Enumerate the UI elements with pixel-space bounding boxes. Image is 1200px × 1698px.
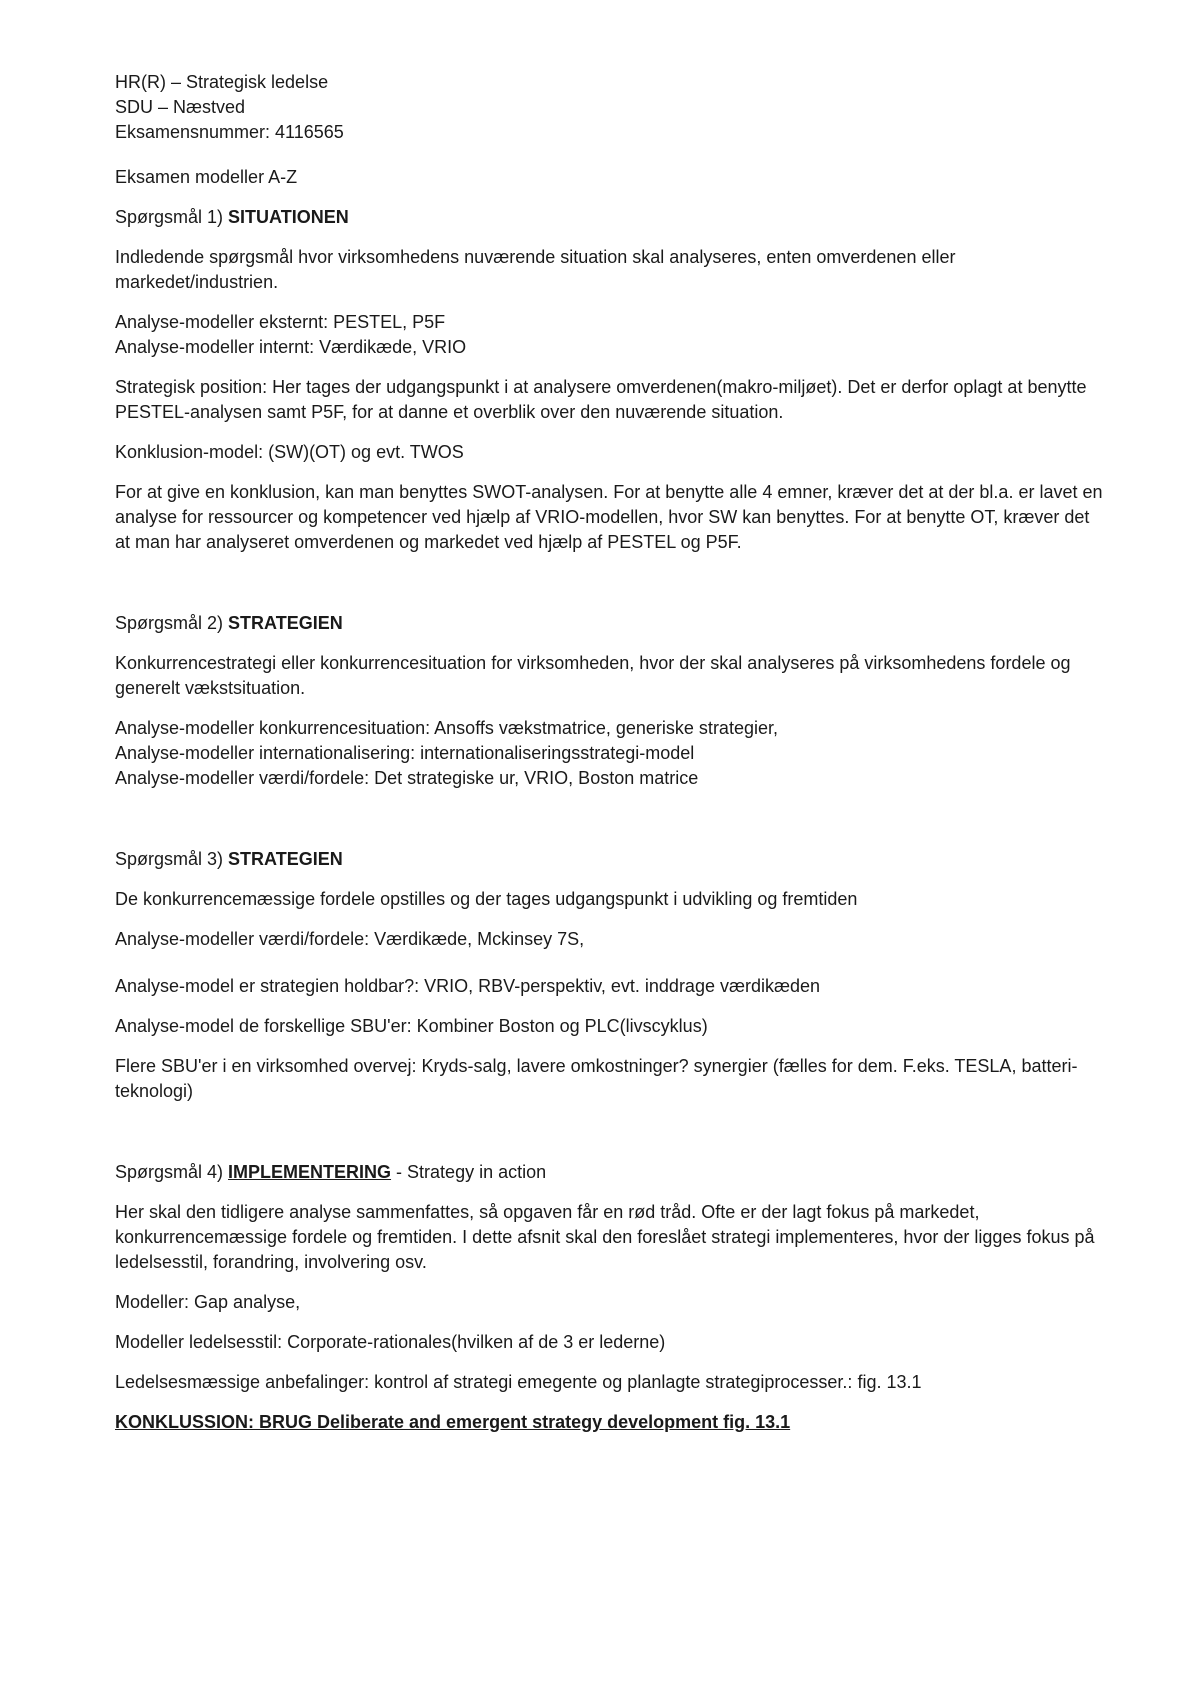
q1-conclusion-model: Konklusion-model: (SW)(OT) og evt. TWOS	[115, 442, 464, 462]
q2-heading	[115, 611, 1105, 636]
document-page	[115, 70, 1105, 1435]
exam-number-line: Eksamensnummer: 4116565	[115, 122, 344, 142]
q3-heading	[115, 847, 1105, 872]
q4-model-3: Ledelsesmæssige anbefalinger: kontrol af strategi emegente og planlagte strategiprocesser.: fig. 13.1	[115, 1372, 922, 1392]
document-title: Eksamen modeller A-Z	[115, 167, 298, 187]
q4-model-1: Modeller: Gap analyse,	[115, 1292, 301, 1312]
q2-model-2: Analyse-modeller internationalisering: internationaliseringsstrategi-model	[115, 743, 695, 763]
q4-title: IMPLEMENTERING	[228, 1162, 392, 1182]
q2-prefix: Spørgsmål 2)	[115, 613, 229, 633]
q3-prefix: Spørgsmål 3)	[115, 849, 229, 869]
q2-model-3: Analyse-modeller værdi/fordele: Det strategiske ur, VRIO, Boston matrice	[115, 768, 699, 788]
q4-suffix: - Strategy in action	[391, 1162, 547, 1182]
q4-intro: Her skal den tidligere analyse sammenfattes, så opgaven får en rød tråd. Ofte er der lagt fokus på markedet, konkurrencemæssige fordele og fremtiden. I dette afsnit skal den foreslået strategi implementeres, hvor der ligges fokus på ledelsesstil, forandring, involvering osv.	[115, 1202, 1095, 1272]
q4-heading	[115, 1160, 1105, 1185]
document-header	[115, 70, 1105, 145]
q1-internal-models: Analyse-modeller internt: Værdikæde, VRIO	[115, 337, 467, 357]
q1-external-models: Analyse-modeller eksternt: PESTEL, P5F	[115, 312, 446, 332]
q4-model-2: Modeller ledelsesstil: Corporate-rationales(hvilken af de 3 er lederne)	[115, 1332, 666, 1352]
course-line: HR(R) – Strategisk ledelse	[115, 72, 329, 92]
q1-conclusion: For at give en konklusion, kan man benyttes SWOT-analysen. For at benytte alle 4 emner, kræver det at der bl.a. er lavet en analyse for ressourcer og kompetencer ved hjælp af VRIO-modellen, hvor SW kan benyttes. For at benytte OT, kræver det at man har analyseret omverdenen og markedet ved hjælp af PESTEL og P5F.	[115, 482, 1103, 552]
q3-model-3: Analyse-model de forskellige SBU'er: Kombiner Boston og PLC(livscyklus)	[115, 1016, 708, 1036]
q4-conclusion	[115, 1410, 1105, 1435]
q3-model-4: Flere SBU'er i en virksomhed overvej: Kryds-salg, lavere omkostninger? synergier (fælles for dem. F.eks. TESLA, batteri-teknologi)	[115, 1056, 1078, 1101]
q1-prefix: Spørgsmål 1)	[115, 207, 229, 227]
q4-prefix: Spørgsmål 4)	[115, 1162, 229, 1182]
q1-heading	[115, 205, 1105, 230]
q3-title: STRATEGIEN	[228, 849, 343, 869]
q1-title: SITUATIONEN	[228, 207, 349, 227]
q2-title: STRATEGIEN	[228, 613, 343, 633]
q1-strategic-position: Strategisk position: Her tages der udgangspunkt i at analysere omverdenen(makro-miljøet). Det er derfor oplagt at benytte PESTEL-analysen samt P5F, for at danne et overblik over den nuværende situation.	[115, 377, 1087, 422]
institution-line: SDU – Næstved	[115, 97, 246, 117]
q1-intro: Indledende spørgsmål hvor virksomhedens nuværende situation skal analyseres, enten omverdenen eller markedet/industrien.	[115, 247, 956, 292]
q2-model-1: Analyse-modeller konkurrencesituation: Ansoffs vækstmatrice, generiske strategier,	[115, 718, 778, 738]
q4-conclusion-text: KONKLUSSION: BRUG Deliberate and emergent strategy development fig. 13.1	[115, 1412, 791, 1432]
q3-intro: De konkurrencemæssige fordele opstilles og der tages udgangspunkt i udvikling og fremtiden	[115, 889, 858, 909]
q3-model-2: Analyse-model er strategien holdbar?: VRIO, RBV-perspektiv, evt. inddrage værdikæden	[115, 976, 821, 996]
q3-model-1: Analyse-modeller værdi/fordele: Værdikæde, Mckinsey 7S,	[115, 929, 585, 949]
q2-intro: Konkurrencestrategi eller konkurrencesituation for virksomheden, hvor der skal analyseres på virksomhedens fordele og generelt vækstsituation.	[115, 653, 1071, 698]
